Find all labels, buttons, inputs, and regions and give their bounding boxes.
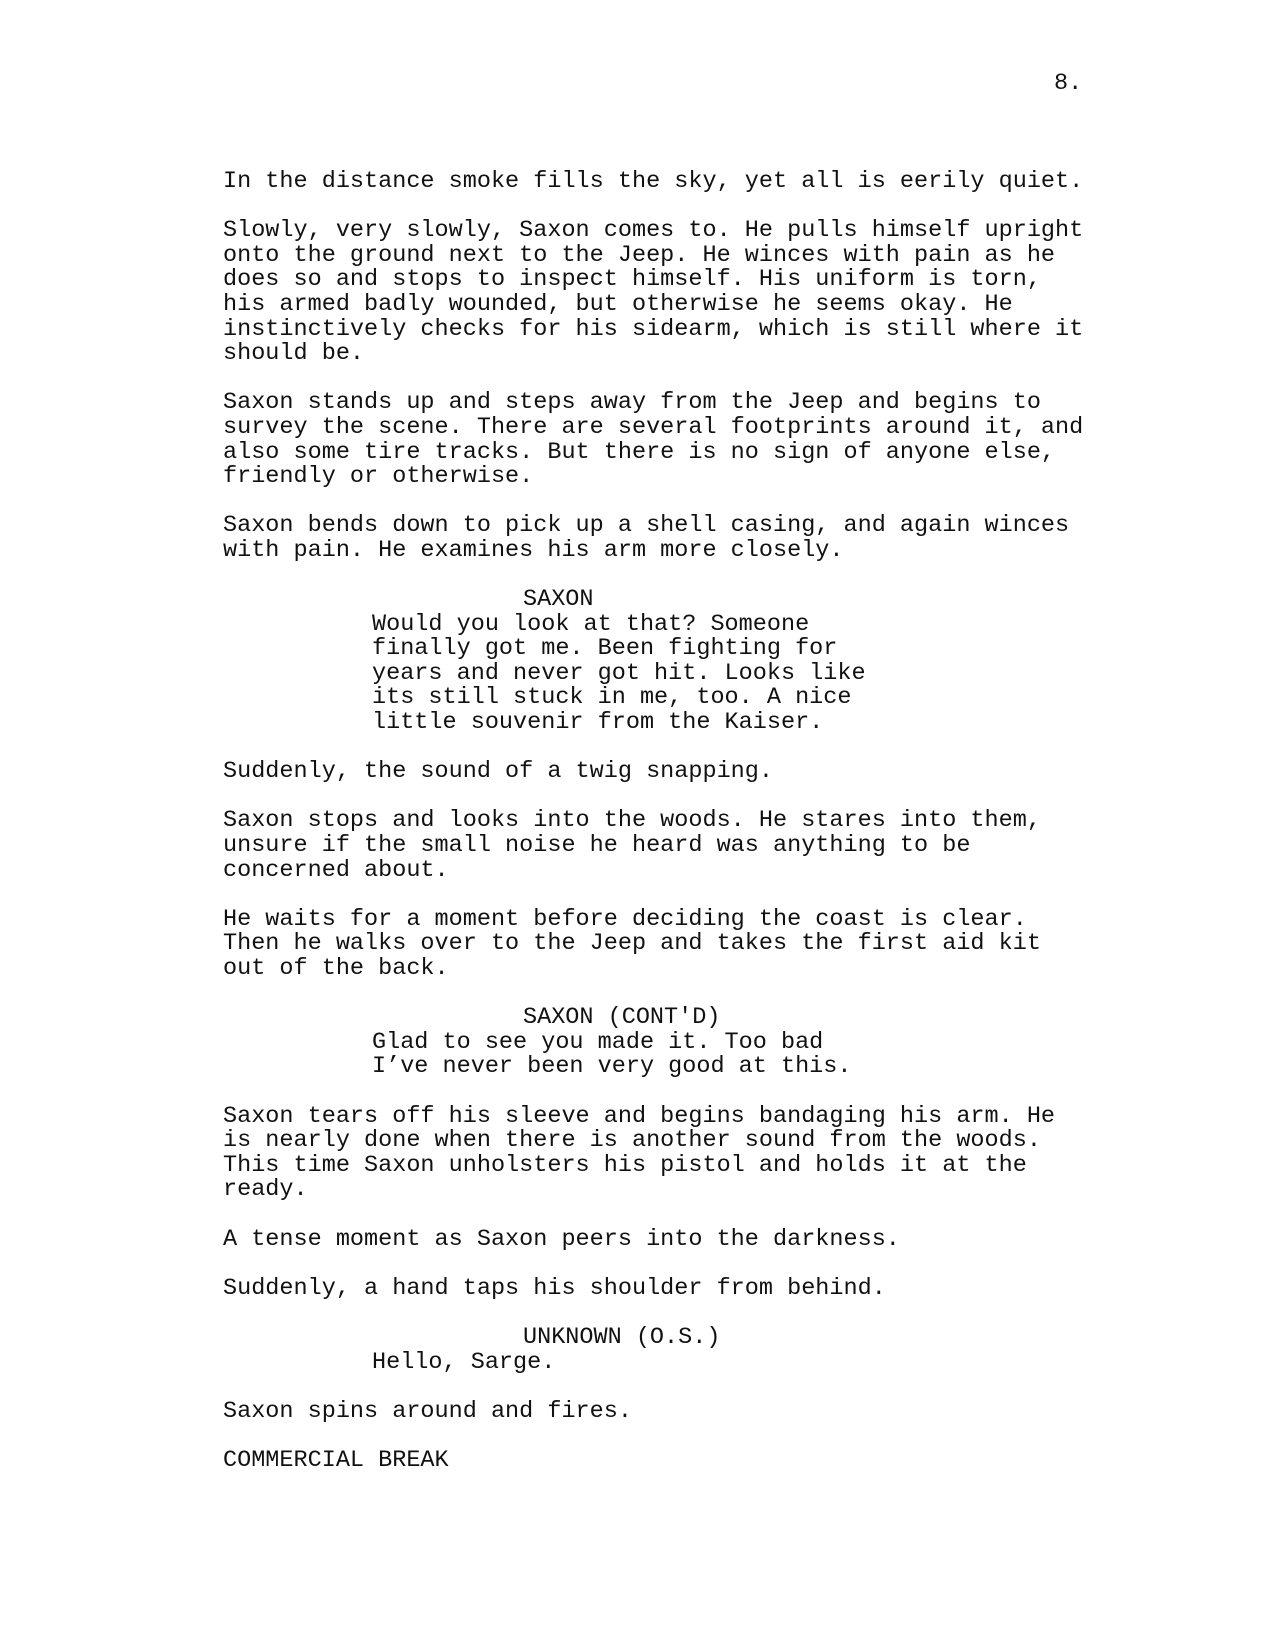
character-name: SAXON (523, 586, 594, 614)
action-line: He waits for a moment before deciding the coast is clear. Then he walks over to the Jeep and takes the first aid kit out of the back. (223, 905, 1041, 982)
action-line: Slowly, very slowly, Saxon comes to. He pulls himself upright onto the ground next to the Jeep. He winces with pain as he does so and stops to inspect himself. His uniform is torn, his armed badly wounded, but otherwise he seems okay. He instinctively checks for his sidearm, which is still where it should be. (223, 217, 1084, 368)
dialogue: Hello, Sarge. (372, 1348, 556, 1376)
character-name: UNKNOWN (O.S.) (523, 1323, 721, 1351)
transition: COMMERCIAL BREAK (223, 1446, 449, 1474)
action-line: A tense moment as Saxon peers into the darkness. (223, 1225, 900, 1253)
action-line: Saxon stands up and steps away from the Jeep and begins to survey the scene. There are several footprints around it, and also some tire tracks. But there is no sign of anyone else, friendly or otherwise. (223, 389, 1084, 491)
screenplay-body (223, 170, 1143, 1473)
action-line: Saxon tears off his sleeve and begins bandaging his arm. He is nearly done when there is another sound from the woods. This time Saxon unholsters his pistol and holds it at the ready. (223, 1102, 1056, 1204)
page-number: 8. (1054, 70, 1083, 97)
dialogue: Would you look at that? Someone finally got me. Been fighting for years and never got hit. Looks like its still stuck in me, too. A nice little souvenir from the Kaiser. (372, 610, 866, 737)
action-line: Saxon bends down to pick up a shell casing, and again winces with pain. He examines his arm more closely. (223, 512, 1070, 564)
action-line: Suddenly, a hand taps his shoulder from behind. (223, 1274, 886, 1302)
action-line: Saxon stops and looks into the woods. He stares into them, unsure if the small noise he heard was anything to be concerned about. (223, 807, 1041, 884)
action-line: In the distance smoke fills the sky, yet all is eerily quiet. (223, 168, 1084, 195)
action-line: Suddenly, the sound of a twig snapping. (223, 758, 773, 786)
character-name: SAXON (CONT'D) (523, 1004, 721, 1032)
action-line: Saxon spins around and fires. (223, 1397, 632, 1425)
dialogue: Glad to see you made it. Too bad I’ve never been very good at this. (372, 1028, 852, 1081)
